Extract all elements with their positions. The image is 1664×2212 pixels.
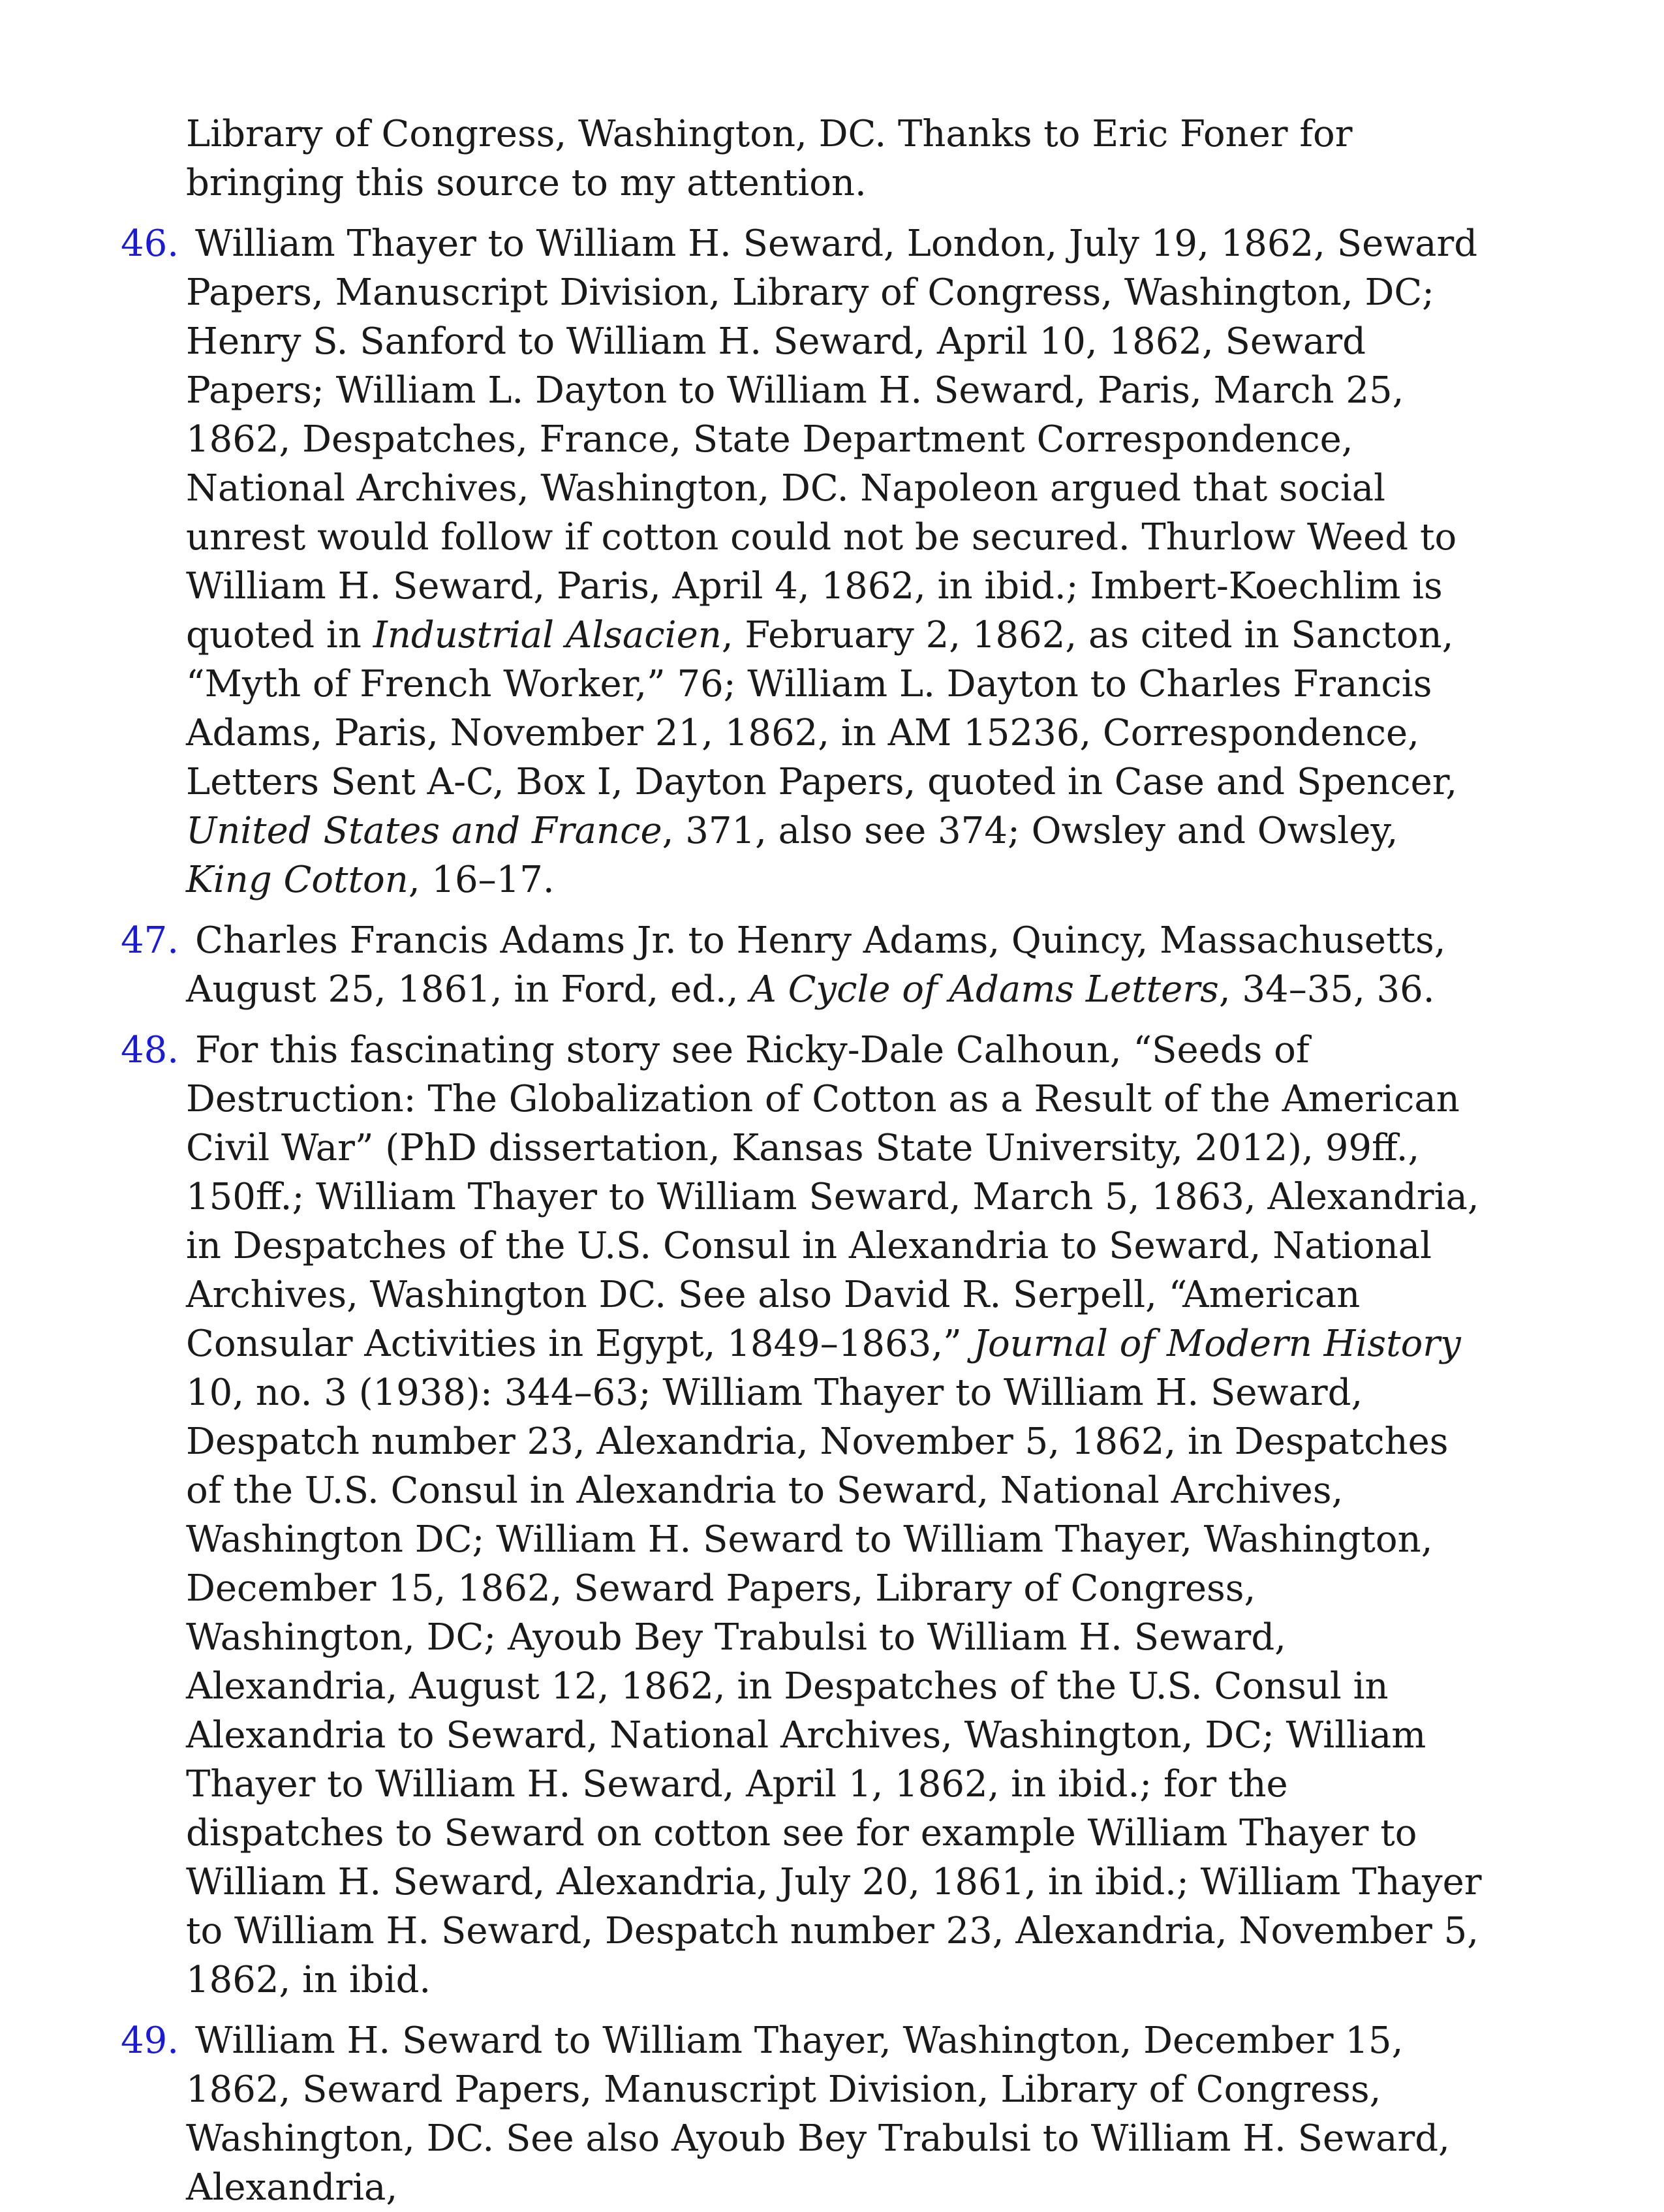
note-segment: , 34–35, 36.: [1218, 968, 1435, 1011]
note-text: [186, 1029, 1481, 2001]
note-segment: , February 2, 1862, as cited in Sancton, “Myth of French Worker,” 76; William L. Dayton to Charles Francis Adams, Paris, November 21, 1862, in AM 15236, Correspondence, Letters Sent A-C, Box I, Dayton Papers, quoted in Case and Spencer,: [186, 614, 1458, 803]
note-text: [186, 2020, 1450, 2209]
note-46: [121, 219, 1494, 904]
note-segment-italic: United States and France: [186, 810, 662, 852]
note-number-link[interactable]: 49.: [121, 2020, 179, 2062]
note-number-link[interactable]: 46.: [121, 223, 179, 265]
note-continuation: [186, 110, 1494, 207]
note-segment: Charles Francis Adams Jr. to Henry Adams, Quincy, Massachusetts, August 25, 1861, in Ford, ed.,: [186, 919, 1446, 1011]
note-text: [186, 223, 1477, 901]
note-segment-italic: King Cotton: [186, 859, 408, 901]
note-segment: 10, no. 3 (1938): 344–63; William Thayer to William H. Seward, Despatch number 23, Alexandria, November 5, 1862, in Despatches of the U.S. Consul in Alexandria to Seward, National Archives, Washington DC; William H. Seward to William Thayer, Washington, December 15, 1862, Seward Papers, Library of Congress, Washington, DC; Ayoub Bey Trabulsi to William H. Seward, Alexandria, August 12, 1862, in Despatches of the U.S. Consul in Alexandria to Seward, National Archives, Washington, DC; William Thayer to William H. Seward, April 1, 1862, in ibid.; for the dispatches to Seward on cotton see for example William Thayer to William H. Seward, Alexandria, July 20, 1861, in ibid.; William Thayer to William H. Seward, Despatch number 23, Alexandria, November 5, 1862, in ibid.: [186, 1372, 1482, 2001]
note-47: [121, 916, 1494, 1014]
note-number-link[interactable]: 47.: [121, 919, 179, 962]
note-49: [121, 2016, 1494, 2212]
note-text: [186, 919, 1446, 1011]
note-segment-italic: Industrial Alsacien: [373, 614, 722, 656]
note-segment-italic: A Cycle of Adams Letters: [750, 968, 1219, 1011]
note-segment: For this fascinating story see Ricky-Dale Calhoun, “Seeds of Destruction: The Globalization of Cotton as a Result of the American Civil War” (PhD dissertation, Kansas State University, 2012), 99ff., 150ff.; William Thayer to William Seward, March 5, 1863, Alexandria, in Despatches of the U.S. Consul in Alexandria to Seward, National Archives, Washington DC. See also David R. Serpell, “American Consular Activities in Egypt, 1849–1863,”: [186, 1029, 1479, 1365]
note-number-link[interactable]: 48.: [121, 1029, 179, 1071]
note-segment: William H. Seward to William Thayer, Washington, December 15, 1862, Seward Papers, Manuscript Division, Library of Congress, Washington, DC. See also Ayoub Bey Trabulsi to William H. Seward, Alexandria,: [186, 2020, 1450, 2209]
note-continuation-text: Library of Congress, Washington, DC. Thanks to Eric Foner for bringing this source to my attention.: [186, 113, 1353, 204]
note-segment-italic: Journal of Modern History: [973, 1323, 1461, 1365]
note-48: [121, 1026, 1494, 2005]
note-segment: , 16–17.: [408, 859, 555, 901]
note-segment: , 371, also see 374; Owsley and Owsley,: [662, 810, 1398, 852]
note-segment: William Thayer to William H. Seward, London, July 19, 1862, Seward Papers, Manuscript Division, Library of Congress, Washington, DC; Henry S. Sanford to William H. Seward, April 10, 1862, Seward Papers; William L. Dayton to William H. Seward, Paris, March 25, 1862, Despatches, France, State Department Correspondence, National Archives, Washington, DC. Napoleon argued that social unrest would follow if cotton could not be secured. Thurlow Weed to William H. Seward, Paris, April 4, 1862, in ibid.; Imbert-Koechlim is quoted in: [186, 223, 1478, 656]
